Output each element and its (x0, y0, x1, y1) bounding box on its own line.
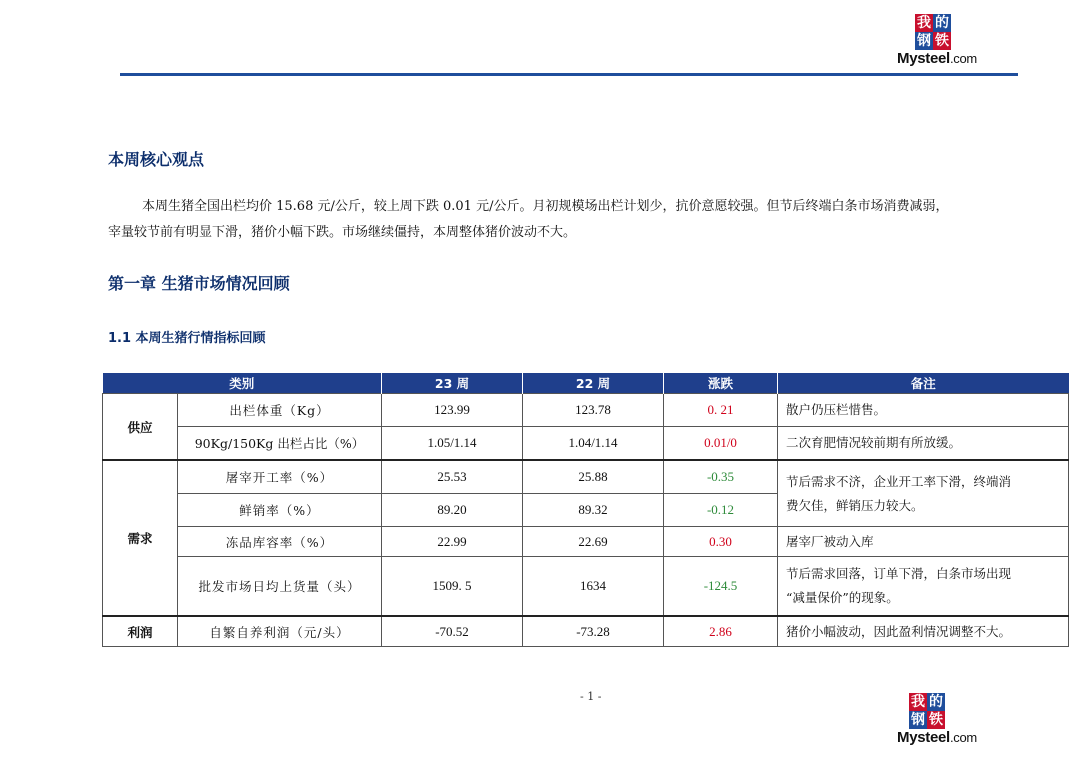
logo-char: 的 (929, 694, 943, 710)
page-number: - 1 - (580, 690, 602, 703)
category-demand: 需求 (103, 460, 178, 616)
core-view-line-1: 本周生猪全国出栏均价 15.68 元/公斤，较上周下跌 0.01 元/公斤。月初规模场出栏计划少，抗价意愿较强。但节后终端白条市场消费减弱， (142, 199, 949, 214)
header-note: 备注 (778, 373, 1069, 394)
table-row (103, 394, 1069, 427)
note: 猪价小幅波动，因此盈利情况调整不大。 (778, 616, 1069, 647)
item-label: 冻品库容率（%） (178, 527, 382, 557)
value-week-22: 1634 (523, 557, 664, 617)
core-view-line-2: 宰量较节前有明显下滑，猪价小幅下跌。市场继续僵持，本周整体猪价波动不大。 (108, 225, 577, 240)
table-row (103, 527, 1069, 557)
note: 散户仍压栏惜售。 (778, 394, 1069, 427)
note-line: 节后需求回落，订单下滑，白条市场出现 (786, 566, 1012, 581)
value-week-23: 123.99 (382, 394, 523, 427)
core-view-paragraph (108, 194, 1076, 246)
logo-char: 铁 (935, 33, 949, 49)
header-week-22: 22 周 (523, 373, 664, 394)
mysteel-logo-top (897, 14, 989, 67)
table-row (103, 460, 1069, 494)
note-line: “减量保价”的现象。 (786, 590, 899, 605)
category-supply: 供应 (103, 394, 178, 461)
logo-char: 铁 (929, 712, 943, 728)
value-change: -0.35 (664, 460, 778, 494)
value-week-22: -73.28 (523, 616, 664, 647)
item-label: 出栏体重（Kg） (178, 394, 382, 427)
value-week-23: 1509. 5 (382, 557, 523, 617)
table-header-row (103, 373, 1069, 394)
hog-market-indicator-table (102, 373, 1069, 647)
item-label: 90Kg/150Kg 出栏占比（%） (178, 427, 382, 461)
header-change: 涨跌 (664, 373, 778, 394)
value-change: 0.01/0 (664, 427, 778, 461)
value-week-23: -70.52 (382, 616, 523, 647)
logo-char: 钢 (911, 712, 925, 728)
value-change: -0.12 (664, 494, 778, 527)
table-row (103, 616, 1069, 647)
value-week-23: 25.53 (382, 460, 523, 494)
logo-wordmark: Mysteel.com (897, 729, 977, 746)
category-profit: 利润 (103, 616, 178, 647)
note-line: 费欠佳，鲜销压力较大。 (786, 497, 924, 513)
logo-wordmark: Mysteel.com (897, 50, 977, 67)
header-category: 类别 (103, 373, 382, 394)
mysteel-logo-bottom (897, 693, 989, 746)
item-label: 屠宰开工率（%） (178, 460, 382, 494)
subsection-1-1-title: 1.1 本周生猪行情指标回顾 (108, 331, 266, 346)
chapter-1-title: 第一章 生猪市场情况回顾 (108, 274, 290, 293)
value-week-22: 1.04/1.14 (523, 427, 664, 461)
table-row (103, 557, 1069, 617)
logo-char: 我 (911, 694, 925, 710)
value-week-23: 1.05/1.14 (382, 427, 523, 461)
value-change: -124.5 (664, 557, 778, 617)
item-label: 批发市场日均上货量（头） (178, 557, 382, 617)
note: 二次育肥情况较前期有所放缓。 (778, 427, 1069, 461)
section-title-core-view: 本周核心观点 (108, 150, 205, 169)
logo-char: 的 (935, 15, 949, 31)
item-label: 鲜销率（%） (178, 494, 382, 527)
item-label: 自繁自养利润（元/头） (178, 616, 382, 647)
logo-char: 我 (917, 15, 931, 31)
value-week-23: 22.99 (382, 527, 523, 557)
note (778, 460, 1069, 527)
header-week-23: 23 周 (382, 373, 523, 394)
value-week-22: 123.78 (523, 394, 664, 427)
note (778, 557, 1069, 617)
value-week-22: 89.32 (523, 494, 664, 527)
value-week-23: 89.20 (382, 494, 523, 527)
value-week-22: 25.88 (523, 460, 664, 494)
note-line: 节后需求不济，企业开工率下滑，终端消 (786, 473, 1012, 489)
value-week-22: 22.69 (523, 527, 664, 557)
value-change: 2.86 (664, 616, 778, 647)
value-change: 0.30 (664, 527, 778, 557)
header-rule (120, 73, 1018, 76)
value-change: 0. 21 (664, 394, 778, 427)
note: 屠宰厂被动入库 (778, 527, 1069, 557)
logo-char: 钢 (917, 33, 931, 49)
table-row (103, 427, 1069, 461)
